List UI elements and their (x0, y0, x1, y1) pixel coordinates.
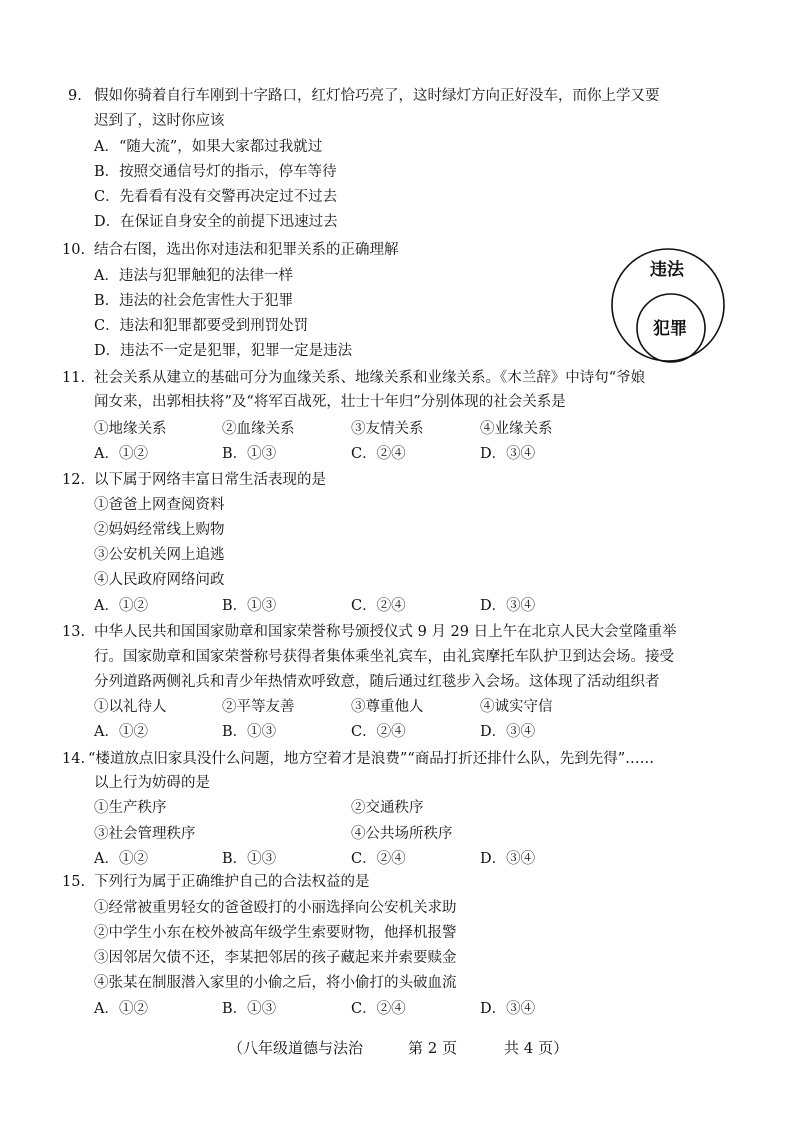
question-12 (62, 470, 754, 615)
option-d: D．违法不一定是犯罪，犯罪一定是违法 (94, 343, 353, 359)
question-number: 14. (62, 751, 86, 767)
statement-4: ④人民政府网络问政 (94, 572, 225, 588)
option-a: A．“随大流”，如果大家都过我就过 (94, 139, 323, 155)
question-stem-line: 分列道路两侧礼兵和青少年热情欢呼致意，随后通过红毯步入会场。这体现了活动组织者 (94, 674, 660, 690)
question-15 (62, 872, 754, 1017)
statement-2: ②血缘关系 (222, 421, 295, 437)
question-stem-line: 迟到了，这时你应该 (94, 113, 225, 129)
statement-1: ①以礼待人 (94, 699, 167, 715)
statement-2: ②妈妈经常线上购物 (94, 522, 225, 538)
choice-b: B．①③ (222, 598, 277, 614)
question-stem-line: 闻女来，出郭相扶将”及“将军百战死，壮士十年归”分别体现的社会关系是 (94, 394, 566, 410)
question-number: 9. (68, 88, 82, 104)
option-b: B．按照交通信号灯的指示，停车等待 (94, 164, 337, 180)
statement-1: ①生产秩序 (94, 800, 167, 816)
statement-3: ③尊重他人 (351, 699, 424, 715)
choice-a: A．①② (94, 598, 148, 614)
choice-b: B．①③ (222, 446, 277, 462)
choice-b: B．①③ (222, 851, 277, 867)
question-stem-line: 以上行为妨碍的是 (94, 775, 210, 791)
choice-a: A．①② (94, 1001, 148, 1017)
statement-1: ①爸爸上网查阅资料 (94, 497, 225, 513)
option-c: C．违法和犯罪都要受到刑罚处罚 (94, 318, 309, 334)
statement-4: ④业缘关系 (480, 421, 553, 437)
question-13 (62, 622, 754, 747)
option-a: A．违法与犯罪触犯的法律一样 (94, 268, 293, 284)
choice-a: A．①② (94, 446, 148, 462)
question-9 (62, 86, 754, 236)
venn-diagram (610, 245, 726, 365)
statement-2: ②交通秩序 (351, 800, 424, 816)
statement-3: ③社会管理秩序 (94, 826, 196, 842)
question-14 (62, 749, 754, 869)
question-stem-line: “楼道放点旧家具没什么问题，地方空着才是浪费”“商品打折还排什么队，先到先得”…… (88, 751, 655, 767)
inner-label: 犯罪 (653, 319, 687, 339)
footer-total-pages: 共 4 页） (504, 1039, 569, 1057)
question-stem-line: 行。国家勋章和国家荣誉称号获得者集体乘坐礼宾车，由礼宾摩托车队护卫到达会场。接受 (94, 649, 674, 665)
choice-d: D．③④ (480, 724, 536, 740)
statement-4: ④诚实守信 (480, 699, 553, 715)
statement-4: ④公共场所秩序 (351, 826, 453, 842)
choice-b: B．①③ (222, 1001, 277, 1017)
footer-subject: （八年级道德与法治 (228, 1039, 364, 1057)
question-number: 11. (62, 370, 86, 386)
question-stem-line: 结合右图，选出你对违法和犯罪关系的正确理解 (94, 242, 399, 258)
option-d: D．在保证自身安全的前提下迅速过去 (94, 214, 338, 230)
question-number: 13. (62, 624, 86, 640)
question-stem-line: 社会关系从建立的基础可分为血缘关系、地缘关系和业缘关系。《木兰辞》中诗句“爷娘 (94, 370, 646, 386)
choice-c: C．②④ (351, 598, 406, 614)
option-b: B．违法的社会危害性大于犯罪 (94, 293, 294, 309)
choice-a: A．①② (94, 851, 148, 867)
outer-label: 违法 (650, 260, 684, 280)
question-stem-line: 中华人民共和国国家勋章和国家荣誉称号颁授仪式 9 月 29 日上午在北京人民大会堂隆重举 (94, 624, 677, 640)
choice-c: C．②④ (351, 446, 406, 462)
question-stem-line: 以下属于网络丰富日常生活表现的是 (94, 472, 326, 488)
statement-3: ③因邻居欠债不还，李某把邻居的孩子藏起来并索要赎金 (94, 950, 457, 966)
statement-3: ③公安机关网上追逃 (94, 547, 225, 563)
choice-c: C．②④ (351, 1001, 406, 1017)
choice-d: D．③④ (480, 1001, 536, 1017)
choice-a: A．①② (94, 724, 148, 740)
choice-d: D．③④ (480, 446, 536, 462)
statement-4: ④张某在制服潜入家里的小偷之后，将小偷打的头破血流 (94, 975, 457, 991)
choice-c: C．②④ (351, 851, 406, 867)
choice-b: B．①③ (222, 724, 277, 740)
question-number: 15. (62, 874, 86, 890)
question-number: 12. (62, 472, 86, 488)
statement-1: ①地缘关系 (94, 421, 167, 437)
statement-3: ③友情关系 (351, 421, 424, 437)
choice-c: C．②④ (351, 724, 406, 740)
question-number: 10. (62, 242, 86, 258)
statement-2: ②中学生小东在校外被高年级学生索要财物，他择机报警 (94, 925, 457, 941)
statement-1: ①经常被重男轻女的爸爸殴打的小丽选择向公安机关求助 (94, 900, 457, 916)
question-stem-line: 下列行为属于正确维护自己的合法权益的是 (94, 874, 370, 890)
question-stem-line: 假如你骑着自行车刚到十字路口，红灯恰巧亮了，这时绿灯方向正好没车，而你上学又要 (94, 88, 660, 104)
question-11 (62, 368, 754, 468)
statement-2: ②平等友善 (222, 699, 295, 715)
choice-d: D．③④ (480, 851, 536, 867)
footer-page-number: 第 2 页 (408, 1039, 458, 1057)
option-c: C．先看看有没有交警再决定过不过去 (94, 189, 338, 205)
choice-d: D．③④ (480, 598, 536, 614)
